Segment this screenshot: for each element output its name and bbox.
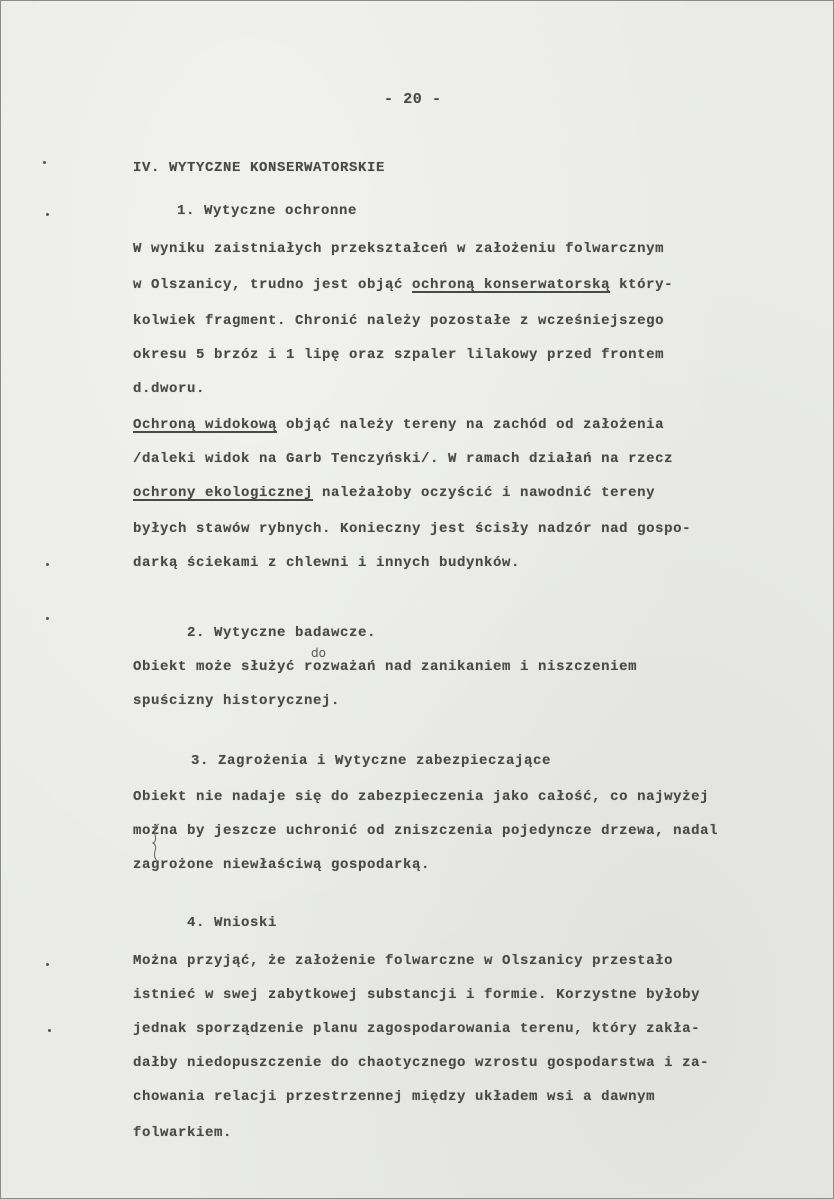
text-line: W wyniku zaistniałych przekształceń w założeniu folwarcznym [133,241,665,257]
text-span: objąć należy tereny na zachód od założenia [277,417,665,433]
underlined-phrase: Ochroną widokową [133,417,278,433]
subsection-heading-4: 4. Wnioski [187,915,278,931]
margin-speck [48,1029,51,1032]
text-span: który- [610,277,674,293]
text-line: folwarkiem. [133,1125,233,1141]
text-span: w Olszanicy, trudno jest objąć [133,277,413,293]
text-line: dałby niedopuszczenie do chaotycznego wzrostu gospodarstwa i za- [133,1055,710,1071]
text-line [133,277,673,294]
text-line [133,417,664,434]
margin-speck [43,161,46,164]
underlined-phrase: ochroną konserwatorską [412,277,611,293]
text-line: darką ściekami z chlewni i innych budynków. [133,555,521,571]
section-heading: IV. WYTYCZNE KONSERWATORSKIE [133,160,386,176]
margin-speck [46,213,49,216]
text-line [133,485,655,502]
text-line: kolwiek fragment. Chronić należy pozostałe z wcześniejszego [133,313,665,329]
text-line: /daleki widok na Garb Tenczyński/. W ramach działań na rzecz [133,451,674,467]
text-line: spuścizny historycznej. [133,693,341,709]
text-line: Obiekt może służyć rozważań nad zanikaniem i niszczeniem [133,659,638,675]
handwritten-insertion: do [311,646,326,660]
margin-speck [46,563,49,566]
margin-speck [46,963,49,966]
text-line: d.dworu. [133,381,206,397]
text-line: jednak sporządzenie planu zagospodarowania terenu, który zakła- [133,1021,701,1037]
text-line: byłych stawów rybnych. Konieczny jest ścisły nadzór nad gospo- [133,521,692,537]
text-span: należałoby oczyścić i nawodnić tereny [313,485,656,501]
text-line: Obiekt nie nadaje się do zabezpieczenia jako całość, co najwyżej [133,789,710,805]
subsection-heading-2: 2. Wytyczne badawcze. [187,625,377,641]
subsection-heading-1: 1. Wytyczne ochronne [177,203,358,219]
margin-speck [46,617,49,620]
text-line: okresu 5 brzóz i 1 lipę oraz szpaler lilakowy przed frontem [133,347,665,363]
text-line: chowania relacji przestrzennej między układem wsi a dawnym [133,1089,656,1105]
underlined-phrase: ochrony ekologicznej [133,485,314,501]
text-line: istnieć w swej zabytkowej substancji i formie. Korzystne byłoby [133,987,701,1003]
handwritten-join-mark [151,823,161,863]
text-line: Można przyjąć, że założenie folwarczne w Olszanicy przestało [133,953,674,969]
text-line: zagrożone niewłaściwą gospodarką. [133,857,431,873]
subsection-heading-3: 3. Zagrożenia i Wytyczne zabezpieczające [191,753,552,769]
text-line: można by jeszcze uchronić od zniszczenia pojedyncze drzewa, nadal [133,823,719,839]
page-number: - 20 - [384,91,442,108]
